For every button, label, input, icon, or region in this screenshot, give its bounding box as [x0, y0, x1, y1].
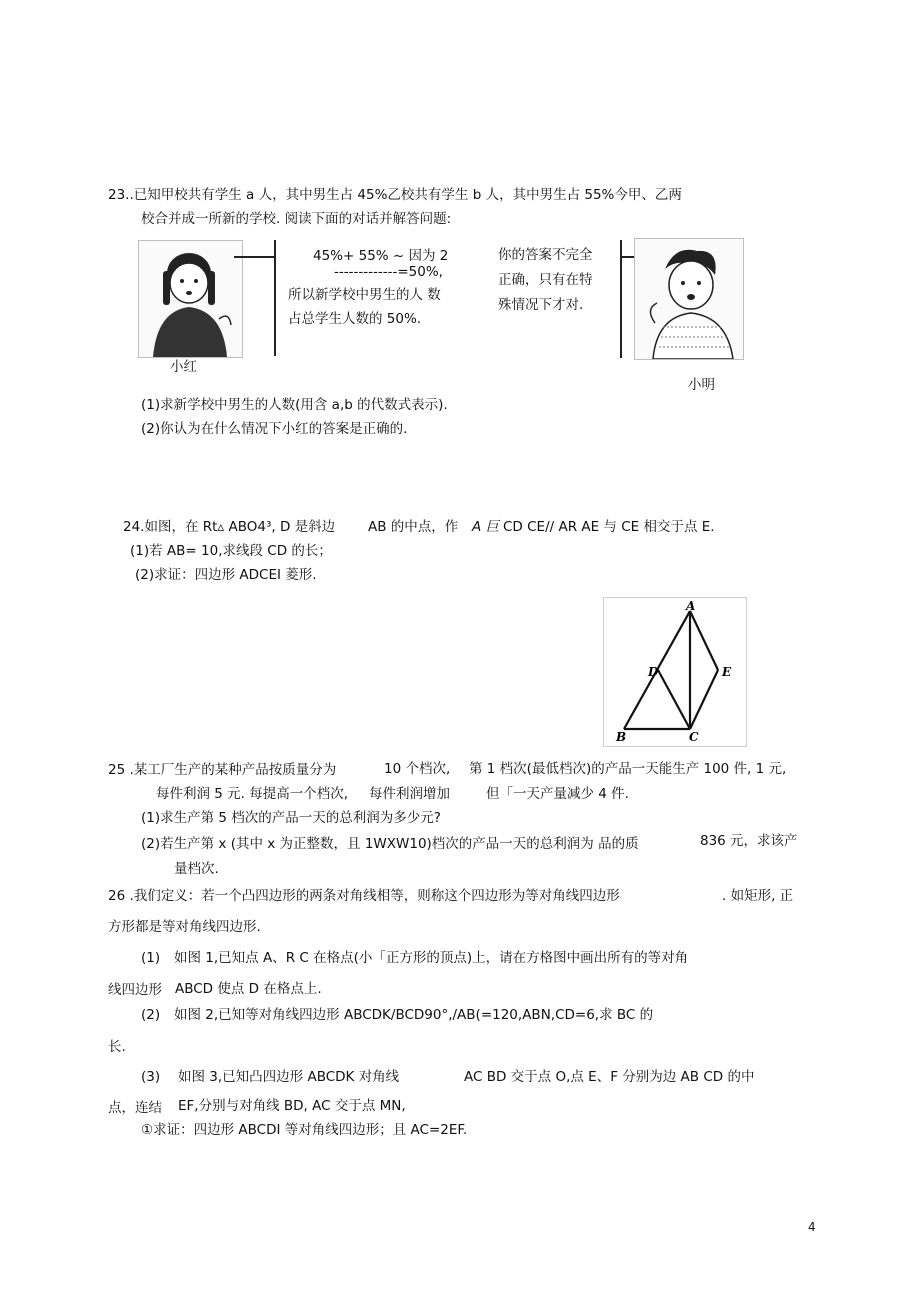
q24-line1c: A 巨 [472, 519, 500, 535]
q26-p1-num: (1) [141, 950, 161, 966]
q24-part2: (2)求证：四边形 ADCEI 菱形. [135, 567, 317, 583]
q23-part1: (1)求新学校中男生的人数(用含 a,b 的代数式表示). [141, 397, 448, 413]
xiaoming-line2: 正确，只有在特 [498, 272, 593, 288]
boy-figure [635, 239, 743, 359]
q26-p1-line1: 如图 1,已知点 A、R C 在格点(小「正方形的顶点)上，请在方格图中画出所有的等对角 [174, 950, 689, 966]
fig-label-d: D [648, 665, 659, 679]
xiaohong-name: 小红 [170, 359, 197, 375]
xiaohong-line4: 占总学生人数的 50%. [288, 311, 422, 327]
q26-p1-line2a: 线四边形 [108, 982, 162, 998]
xiaohong-speech-bracket [274, 240, 276, 356]
q26-p2-line2: 长. [108, 1039, 126, 1055]
xiaohong-line1: 45%+ 55% ~ 因为 2 [313, 248, 449, 264]
q24-figure [603, 597, 747, 747]
q23-line2: 校合并成一所新的学校. 阅读下面的对话并解答问题: [141, 211, 452, 227]
q26-p2-line1: 如图 2,已知等对角线四边形 ABCDK/BCD90°,/AB(=120,ABN,CD=6,求 BC 的 [174, 1007, 654, 1023]
q26-line1b: . 如矩形, 正 [722, 888, 794, 904]
xiaoming-illustration [634, 238, 744, 360]
q23-part2: (2)你认为在什么情况下小红的答案是正确的. [141, 421, 408, 437]
fig-label-b: B [616, 730, 627, 744]
q26-p2-num: (2) [141, 1007, 161, 1023]
q26-line1a: 26 .我们定义：若一个凸四边形的两条对角线相等，则称这个四边形为等对角线四边形 [108, 888, 620, 904]
q25-part2b: 836 元，求该产 [700, 833, 798, 849]
q24-part1: (1)若 AB= 10,求线段 CD 的长； [130, 543, 332, 559]
q26-p1-line2b: ABCD 使点 D 在格点上. [175, 981, 322, 997]
q26-p3-num: (3) [141, 1069, 161, 1085]
q25-line2b: 每件利润增加 [369, 786, 450, 802]
q25-part2a: (2)若生产第 x (其中 x 为正整数，且 1WXW10)档次的产品一天的总利润为 品的质 [141, 836, 639, 852]
xiaoming-line1: 你的答案不完全 [498, 247, 593, 263]
q24-line1b: AB 的中点，作 [368, 519, 459, 535]
fig-label-a: A [686, 599, 696, 613]
xiaohong-line2: -------------=50%, [334, 264, 443, 280]
q26-p3-line1a: 如图 3,已知凸四边形 ABCDK 对角线 [178, 1069, 400, 1085]
xiaohong-illustration [138, 240, 243, 358]
q26-p3-line1b: AC BD 交于点 O,点 E、F 分别为边 AB CD 的中 [464, 1069, 755, 1085]
q25-part2c: 量档次. [174, 861, 219, 877]
q24-line1a: 24.如图，在 Rt▵ ABO4³, D 是斜边 [123, 519, 336, 535]
xiaoming-line3: 殊情况下才对. [498, 297, 584, 313]
q25-line2a: 每件利润 5 元. 每提高一个档次, [156, 786, 349, 802]
xiaoming-name: 小明 [688, 377, 715, 393]
fig-label-e: E [722, 665, 732, 679]
xiaohong-speech-pointer [234, 256, 274, 258]
q26-p3-line2a: 点，连结 [108, 1100, 162, 1116]
fig-label-c: C [689, 730, 699, 744]
q25-line1a: 25 .某工厂生产的某种产品按质量分为 [108, 762, 337, 778]
q23-line1: 23..已知甲校共有学生 a 人，其中男生占 45%乙校共有学生 b 人，其中男生占 55%今甲、乙两 [108, 187, 682, 203]
q26-p3-line2b: EF,分别与对角线 BD, AC 交于点 MN, [178, 1098, 406, 1114]
xiaohong-line3: 所以新学校中男生的人 数 [288, 287, 441, 303]
girl-figure [139, 241, 242, 357]
q24-line1d: CD CE// AR AE 与 CE 相交于点 E. [503, 519, 715, 535]
q25-line2c: 但「一天产量减少 4 件. [486, 786, 629, 802]
q25-line1c: 第 1 档次(最低档次)的产品一天能生产 100 件, 1 元, [469, 761, 787, 777]
q26-line2: 方形都是等对角线四边形. [108, 919, 261, 935]
q26-p3-line3: ①求证：四边形 ABCDI 等对角线四边形；且 AC=2EF. [141, 1122, 468, 1138]
page-number: 4 [808, 1220, 816, 1234]
q25-line1b: 10 个档次, [384, 761, 451, 777]
q25-part1: (1)求生产第 5 档次的产品一天的总利润为多少元? [141, 810, 441, 826]
